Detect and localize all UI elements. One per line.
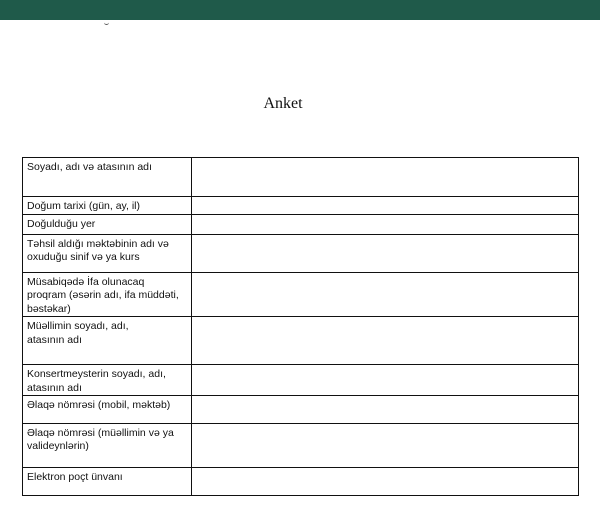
row-value-birth-place[interactable] [192, 215, 579, 235]
row-label-email: Elektron poçt ünvanı [23, 468, 192, 496]
table-row [23, 317, 579, 365]
table-row [23, 215, 579, 235]
row-label-school: Təhsil aldığı məktəbinin adı və oxuduğu sinif və ya kurs [23, 235, 192, 273]
row-label-birth-place: Doğulduğu yer [23, 215, 192, 235]
questionnaire-table [22, 157, 579, 496]
table-row [23, 158, 579, 197]
row-label-birth-date: Doğum tarixi (gün, ay, il) [23, 197, 192, 215]
row-value-accompanist[interactable] [192, 365, 579, 396]
row-label-accompanist: Konsertmeysterin soyadı, adı, atasının adı [23, 365, 192, 396]
page-title: Anket [263, 95, 303, 112]
row-value-birth-date[interactable] [192, 197, 579, 215]
row-value-program[interactable] [192, 273, 579, 317]
row-label-parent-contact: Əlaqə nömrəsi (müəllimin və ya valideynlərin) [23, 424, 192, 468]
row-label-program: Müsabiqədə İfa olunacaq proqram (əsərin adı, ifa müddəti, bəstəkar) [23, 273, 192, 317]
row-label-teacher: Müəllimin soyadı, adı, atasının adı [23, 317, 192, 365]
row-value-email[interactable] [192, 468, 579, 496]
row-label-full-name: Soyadı, adı və atasının adı [23, 158, 192, 197]
row-value-full-name[interactable] [192, 158, 579, 197]
table-row [23, 273, 579, 317]
row-value-parent-contact[interactable] [192, 424, 579, 468]
table-row [23, 396, 579, 424]
table-row [23, 235, 579, 273]
row-value-teacher[interactable] [192, 317, 579, 365]
cropped-text-fragment [104, 18, 109, 25]
table-row [23, 365, 579, 396]
row-value-contact-number[interactable] [192, 396, 579, 424]
table-row [23, 468, 579, 496]
row-value-school[interactable] [192, 235, 579, 273]
table-row [23, 424, 579, 468]
top-banner [0, 0, 600, 20]
table-row [23, 197, 579, 215]
row-label-contact-number: Əlaqə nömrəsi (mobil, məktəb) [23, 396, 192, 424]
